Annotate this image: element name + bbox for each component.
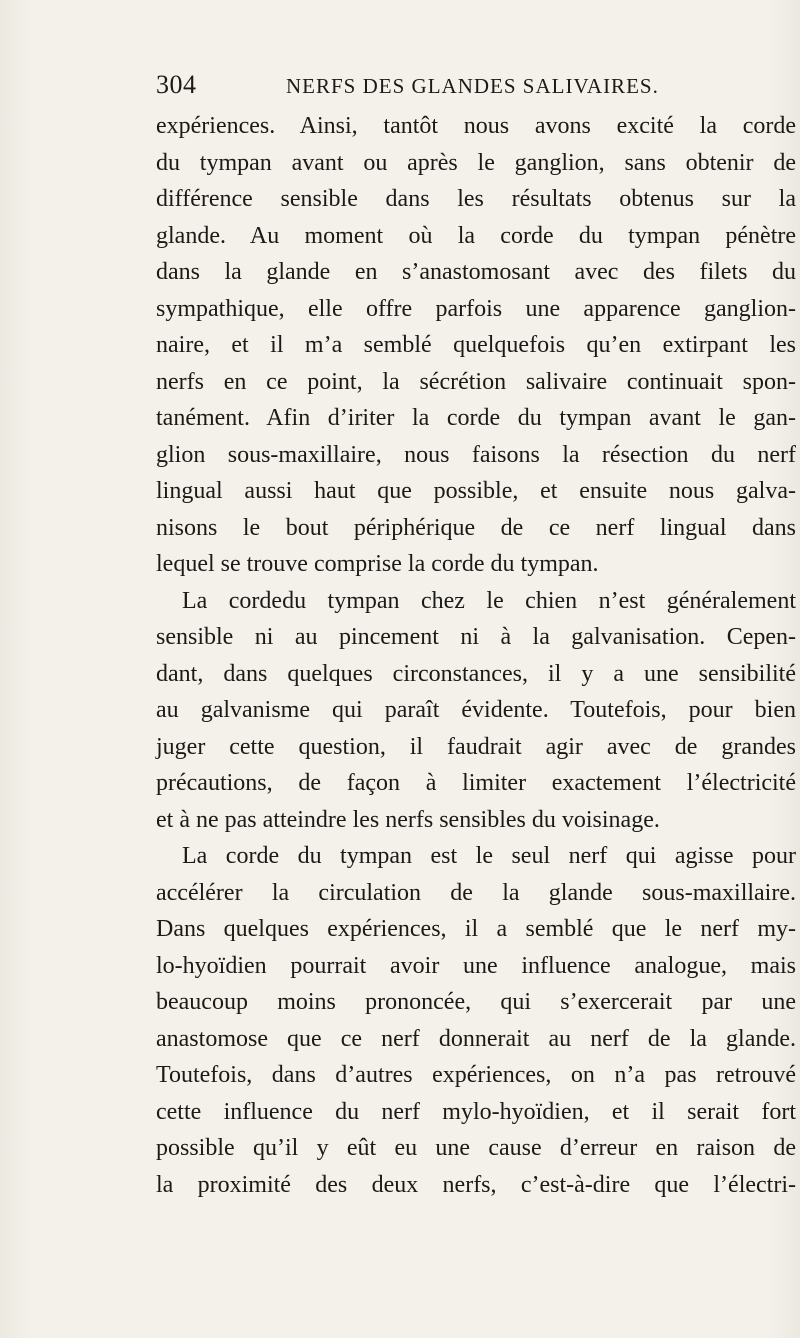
- text-line: sympathique, elle offre parfois une apparence ganglion-: [156, 295, 796, 322]
- text-line: au galvanisme qui paraît évidente. Toutefois, pour bien: [156, 697, 796, 723]
- text-line: juger cette question, il faudrait agir avec de grandes: [156, 733, 796, 760]
- text-line: et à ne pas atteindre les nerfs sensibles du voisinage.: [156, 806, 660, 833]
- text-line: La corde du tympan est le seul nerf qui agisse pour: [182, 843, 796, 869]
- text-line: nerfs en ce point, la sécrétion salivaire continuait spon-: [156, 368, 796, 395]
- text-line: lingual aussi haut que possible, et ensuite nous galva-: [156, 478, 796, 504]
- text-line: La cordedu tympan chez le chien n’est généralement: [182, 587, 796, 614]
- text-line: dant, dans quelques circonstances, il y a une sensibilité: [156, 660, 796, 687]
- text-line: glion sous-maxillaire, nous faisons la résection du nerf: [156, 441, 796, 468]
- page-header: [156, 70, 796, 104]
- text-line: du tympan avant ou après le ganglion, sans obtenir de: [156, 149, 796, 176]
- text-line: sensible ni au pincement ni à la galvanisation. Cepen-: [156, 624, 796, 650]
- text-line: précautions, de façon à limiter exactement l’électricité: [156, 770, 796, 796]
- text-line: expériences. Ainsi, tantôt nous avons excité la corde: [156, 113, 796, 139]
- text-line: dans la glande en s’anastomosant avec des filets du: [156, 259, 796, 285]
- text-line: nisons le bout périphérique de ce nerf lingual dans: [156, 514, 796, 541]
- text-line: accélérer la circulation de la glande sous-maxillaire.: [156, 879, 796, 906]
- text-line: glande. Au moment où la corde du tympan pénètre: [156, 222, 796, 249]
- text-line: lequel se trouve comprise la corde du tympan.: [156, 551, 599, 577]
- text-line: Dans quelques expériences, il a semblé que le nerf my-: [156, 916, 796, 942]
- body-text: [156, 108, 796, 1203]
- page-number: 304: [156, 70, 197, 99]
- text-line: la proximité des deux nerfs, c’est-à-dire que l’électri-: [156, 1171, 796, 1198]
- text-line: beaucoup moins prononcée, qui s’exercerait par une: [156, 989, 796, 1015]
- text-line: cette influence du nerf mylo-hyoïdien, et il serait fort: [156, 1098, 796, 1125]
- running-title: NERFS DES GLANDES SALIVAIRES.: [286, 74, 659, 98]
- paragraph: [156, 108, 796, 583]
- text-line: Toutefois, dans d’autres expériences, on n’a pas retrouvé: [156, 1062, 796, 1088]
- text-line: tanément. Afin d’iriter la corde du tympan avant le gan-: [156, 405, 796, 431]
- text-line: différence sensible dans les résultats obtenus sur la: [156, 186, 796, 212]
- text-line: anastomose que ce nerf donnerait au nerf de la glande.: [156, 1025, 796, 1052]
- text-line: lo-hyoïdien pourrait avoir une influence analogue, mais: [156, 952, 796, 979]
- paragraph: [156, 583, 796, 839]
- text-line: naire, et il m’a semblé quelquefois qu’en extirpant les: [156, 332, 796, 358]
- text-line: possible qu’il y eût eu une cause d’erreur en raison de: [156, 1135, 796, 1161]
- paragraph: [156, 838, 796, 1203]
